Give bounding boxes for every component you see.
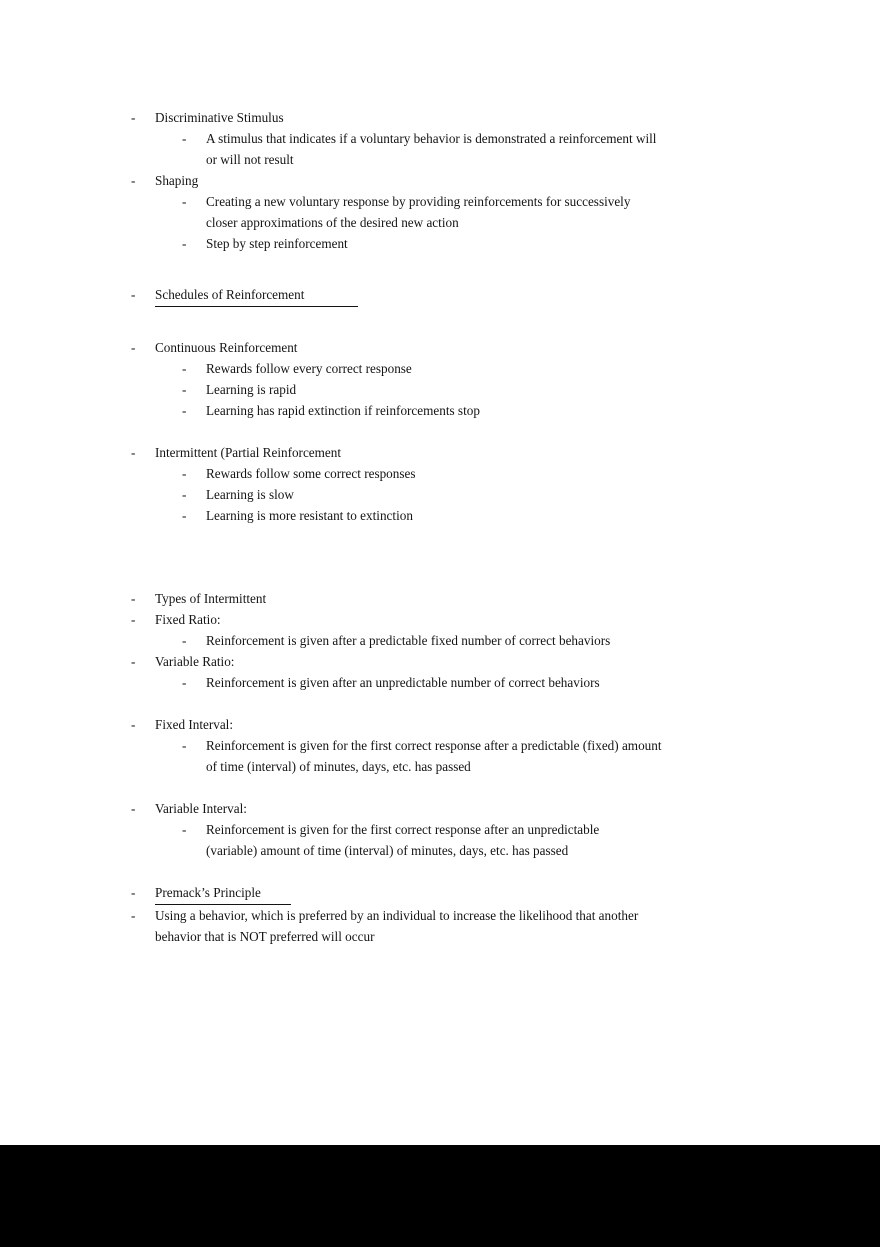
outline-item-shaping [131,170,880,191]
outline-item-text: Learning is more resistant to extinction [206,508,413,523]
outline-item-text: Learning is slow [206,487,294,502]
outline-item-intermittent-rewards [182,463,880,484]
bullet-dash-icon: - [182,382,187,397]
outline-item-text: Creating a new voluntary response by providing reinforcements for successively closer approximations of the desired new action [206,194,631,230]
outline-item-text: Rewards follow every correct response [206,361,412,376]
bullet-dash-icon: - [131,717,136,732]
section-spacer [0,526,880,588]
outline-item-fixed-ratio-definition [182,630,880,651]
outline-item-discriminative-stimulus [131,107,880,128]
outline-item-text: Reinforcement is given after an unpredictable number of correct behaviors [206,675,600,690]
bullet-dash-icon: - [131,654,136,669]
outline-item-discriminative-stimulus-definition [182,128,880,170]
bullet-dash-icon: - [131,591,136,606]
outline-heading-premacks-principle [131,882,880,905]
outline-item-variable-ratio-definition [182,672,880,693]
outline-heading-schedules-of-reinforcement [131,284,880,307]
outline-item-intermittent-learning-slow [182,484,880,505]
bullet-dash-icon: - [131,801,136,816]
outline-item-text: Shaping [155,173,199,188]
outline-item-text: Reinforcement is given for the first correct response after an unpredictable (variable) amount of time (interval) of minutes, days, etc. has passed [206,822,600,858]
outline-item-continuous-extinction [182,400,880,421]
bullet-dash-icon: - [182,508,187,523]
outline-item-text: Rewards follow some correct responses [206,466,416,481]
bullet-dash-icon: - [131,908,136,923]
bullet-dash-icon: - [131,445,136,460]
outline-item-premacks-principle-definition [131,905,880,947]
outline-item-shaping-step-by-step [182,233,880,254]
bullet-dash-icon: - [182,131,187,146]
outline-item-intermittent-resistant [182,505,880,526]
section-spacer [0,307,880,337]
outline-item-text: Learning has rapid extinction if reinforcements stop [206,403,480,418]
section-spacer [0,777,880,798]
bullet-dash-icon: - [182,466,187,481]
bullet-dash-icon: - [131,885,136,900]
outline-item-text: Intermittent (Partial Reinforcement [155,445,342,460]
bullet-dash-icon: - [182,633,187,648]
outline-item-text: Using a behavior, which is preferred by an individual to increase the likelihood that another behavior that is NOT preferred will occur [155,908,639,944]
outline-item-continuous-learning-rapid [182,379,880,400]
section-spacer [0,693,880,714]
outline-item-text: A stimulus that indicates if a voluntary behavior is demonstrated a reinforcement will or will not result [206,131,657,167]
outline-item-text: Discriminative Stimulus [155,110,284,125]
outline-item-fixed-ratio [131,609,880,630]
bullet-dash-icon: - [131,287,136,302]
outline-item-text: Variable Ratio: [155,654,235,669]
bullet-dash-icon: - [182,675,187,690]
outline-item-text: Fixed Ratio: [155,612,221,627]
outline-item-text: Continuous Reinforcement [155,340,298,355]
bullet-dash-icon: - [182,822,187,837]
outline-body [0,107,880,947]
bullet-dash-icon: - [182,236,187,251]
section-heading-text: Premack’s Principle [155,882,291,905]
outline-item-variable-interval [131,798,880,819]
outline-item-text: Reinforcement is given for the first correct response after a predictable (fixed) amount of time (interval) of minutes, days, etc. has passed [206,738,662,774]
bullet-dash-icon: - [182,194,187,209]
outline-item-variable-interval-definition [182,819,880,861]
bullet-dash-icon: - [182,403,187,418]
section-spacer [0,421,880,442]
bullet-dash-icon: - [182,487,187,502]
outline-item-text: Types of Intermittent [155,591,267,606]
bullet-dash-icon: - [182,738,187,753]
bullet-dash-icon: - [131,173,136,188]
page-bottom-black-band [0,1145,880,1247]
bullet-dash-icon: - [131,612,136,627]
outline-item-text: Reinforcement is given after a predictable fixed number of correct behaviors [206,633,611,648]
outline-heading-types-of-intermittent [131,588,880,609]
outline-item-variable-ratio [131,651,880,672]
outline-item-fixed-interval [131,714,880,735]
outline-item-fixed-interval-definition [182,735,880,777]
bullet-dash-icon: - [182,361,187,376]
section-spacer [0,861,880,882]
section-spacer [0,254,880,284]
outline-item-continuous-rewards [182,358,880,379]
outline-item-text: Step by step reinforcement [206,236,348,251]
outline-item-continuous-reinforcement [131,337,880,358]
outline-item-shaping-definition [182,191,880,233]
outline-item-intermittent-partial-reinforcement [131,442,880,463]
outline-item-text: Fixed Interval: [155,717,234,732]
bullet-dash-icon: - [131,340,136,355]
section-heading-text: Schedules of Reinforcement [155,284,358,307]
outline-item-text: Variable Interval: [155,801,247,816]
outline-item-text: Learning is rapid [206,382,297,397]
bullet-dash-icon: - [131,110,136,125]
